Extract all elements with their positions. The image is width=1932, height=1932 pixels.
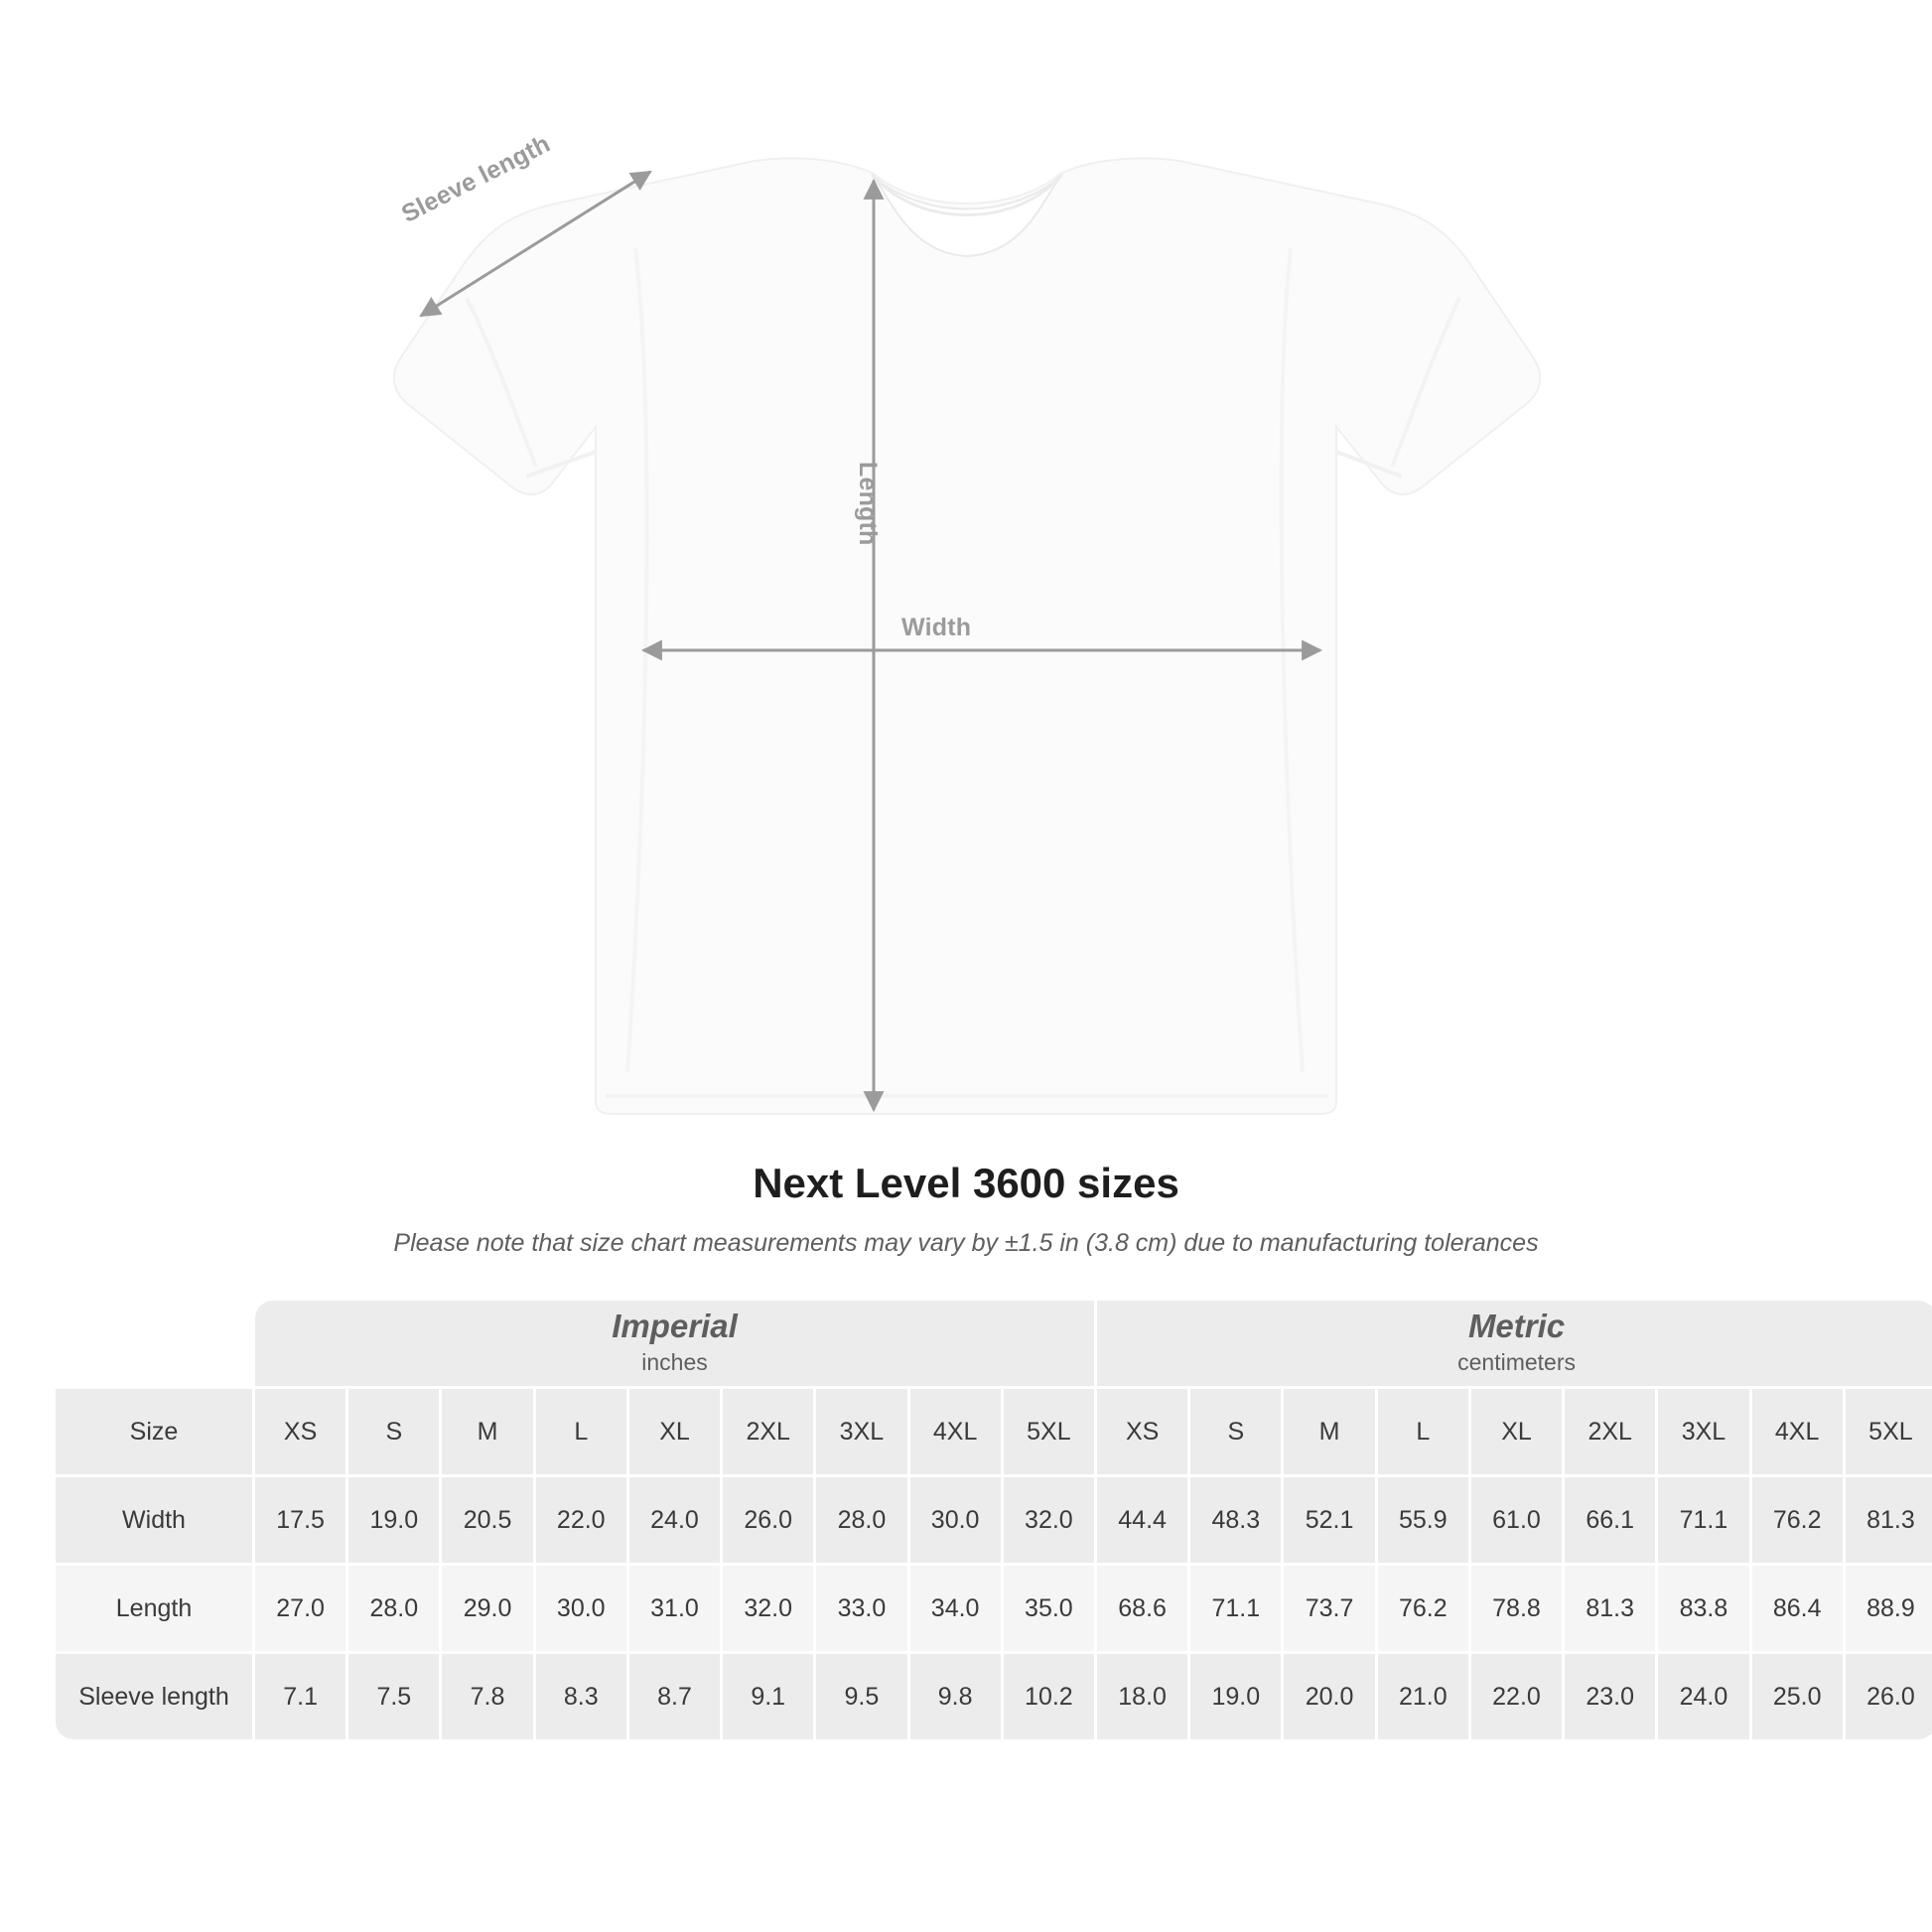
measurement-cell: 68.6: [1097, 1566, 1187, 1651]
measurement-cell: 31.0: [629, 1566, 720, 1651]
measurement-cell: 71.1: [1190, 1566, 1281, 1651]
measurement-cell: 21.0: [1378, 1654, 1468, 1739]
width-label: Width: [901, 614, 972, 641]
size-column-header: 3XL: [1658, 1389, 1748, 1474]
measurement-cell: 32.0: [1004, 1477, 1094, 1563]
size-header-label: Size: [56, 1389, 252, 1474]
page-title: Next Level 3600 sizes: [753, 1160, 1179, 1206]
unit-imperial-name: Imperial: [612, 1307, 738, 1344]
measurement-cell: 24.0: [1658, 1654, 1748, 1739]
sleeve-length-label: Sleeve length: [397, 129, 555, 228]
measurement-cell: 27.0: [255, 1566, 345, 1651]
measurement-cell: 61.0: [1471, 1477, 1562, 1563]
measurement-cell: 28.0: [348, 1566, 439, 1651]
size-column-header: M: [442, 1389, 532, 1474]
size-column-header: 5XL: [1004, 1389, 1094, 1474]
measurement-cell: 8.7: [629, 1654, 720, 1739]
measurement-cell: 86.4: [1752, 1566, 1843, 1651]
measurement-cell: 44.4: [1097, 1477, 1187, 1563]
size-column-header: 3XL: [816, 1389, 906, 1474]
measurement-cell: 9.8: [910, 1654, 1001, 1739]
measurement-cell: 8.3: [536, 1654, 626, 1739]
size-column-header: L: [1378, 1389, 1468, 1474]
unit-group-imperial: [255, 1301, 1094, 1386]
measurement-cell: 7.1: [255, 1654, 345, 1739]
measurement-cell: 19.0: [1190, 1654, 1281, 1739]
measurement-cell: 7.5: [348, 1654, 439, 1739]
measurement-cell: 78.8: [1471, 1566, 1562, 1651]
measurement-cell: 30.0: [536, 1566, 626, 1651]
measurement-cell: 88.9: [1846, 1566, 1932, 1651]
measurement-row-label: Length: [56, 1566, 252, 1651]
measurement-cell: 28.0: [816, 1477, 906, 1563]
size-column-header: 4XL: [1752, 1389, 1843, 1474]
unit-group-metric: [1097, 1301, 1932, 1386]
measurement-cell: 25.0: [1752, 1654, 1843, 1739]
measurement-cell: 55.9: [1378, 1477, 1468, 1563]
unit-header-row: [56, 1301, 1932, 1386]
measurement-cell: 20.0: [1284, 1654, 1374, 1739]
unit-metric-sub: centimeters: [1457, 1348, 1576, 1375]
measurement-cell: 81.3: [1846, 1477, 1932, 1563]
measurement-cell: 7.8: [442, 1654, 532, 1739]
size-table: [53, 1298, 1932, 1742]
measurement-row-label: Width: [56, 1477, 252, 1563]
table-row: [56, 1477, 1932, 1563]
size-column-header: M: [1284, 1389, 1374, 1474]
size-table-body: [56, 1477, 1932, 1739]
size-column-header: XS: [255, 1389, 345, 1474]
size-column-header: XL: [629, 1389, 720, 1474]
measurement-cell: 17.5: [255, 1477, 345, 1563]
size-column-header: 4XL: [910, 1389, 1001, 1474]
measurement-cell: 26.0: [723, 1477, 813, 1563]
size-column-header: S: [348, 1389, 439, 1474]
size-header-row: [56, 1389, 1932, 1474]
size-column-header: XL: [1471, 1389, 1562, 1474]
measurement-cell: 26.0: [1846, 1654, 1932, 1739]
measurement-cell: 9.1: [723, 1654, 813, 1739]
table-row: [56, 1566, 1932, 1651]
measurement-cell: 22.0: [1471, 1654, 1562, 1739]
measurement-cell: 81.3: [1565, 1566, 1655, 1651]
size-column-header: 2XL: [723, 1389, 813, 1474]
tolerance-note: Please note that size chart measurements may vary by ±1.5 in (3.8 cm) due to manufacturing tolerances: [393, 1229, 1539, 1257]
measurement-cell: 23.0: [1565, 1654, 1655, 1739]
size-column-header: XS: [1097, 1389, 1187, 1474]
measurement-cell: 73.7: [1284, 1566, 1374, 1651]
measurement-cell: 20.5: [442, 1477, 532, 1563]
measurement-cell: 10.2: [1004, 1654, 1094, 1739]
length-label: Length: [854, 462, 882, 546]
measurement-row-label: Sleeve length: [56, 1654, 252, 1739]
measurement-cell: 19.0: [348, 1477, 439, 1563]
size-column-header: 2XL: [1565, 1389, 1655, 1474]
measurement-cell: 34.0: [910, 1566, 1001, 1651]
corner-cell: [56, 1301, 252, 1386]
measurement-cell: 29.0: [442, 1566, 532, 1651]
size-column-header: S: [1190, 1389, 1281, 1474]
size-column-header: 5XL: [1846, 1389, 1932, 1474]
measurement-cell: 66.1: [1565, 1477, 1655, 1563]
measurement-cell: 35.0: [1004, 1566, 1094, 1651]
measurement-cell: 30.0: [910, 1477, 1001, 1563]
measurement-cell: 83.8: [1658, 1566, 1748, 1651]
measurement-cell: 24.0: [629, 1477, 720, 1563]
unit-metric-name: Metric: [1467, 1307, 1566, 1344]
measurement-cell: 52.1: [1284, 1477, 1374, 1563]
size-column-header: L: [536, 1389, 626, 1474]
unit-imperial-sub: inches: [641, 1348, 708, 1375]
size-table-wrapper: [53, 1298, 1915, 1742]
measurement-cell: 18.0: [1097, 1654, 1187, 1739]
measurement-cell: 22.0: [536, 1477, 626, 1563]
table-row: [56, 1654, 1932, 1739]
measurement-cell: 48.3: [1190, 1477, 1281, 1563]
measurement-cell: 32.0: [723, 1566, 813, 1651]
measurement-cell: 71.1: [1658, 1477, 1748, 1563]
measurement-cell: 33.0: [816, 1566, 906, 1651]
measurement-cell: 76.2: [1752, 1477, 1843, 1563]
measurement-cell: 9.5: [816, 1654, 906, 1739]
measurement-cell: 76.2: [1378, 1566, 1468, 1651]
